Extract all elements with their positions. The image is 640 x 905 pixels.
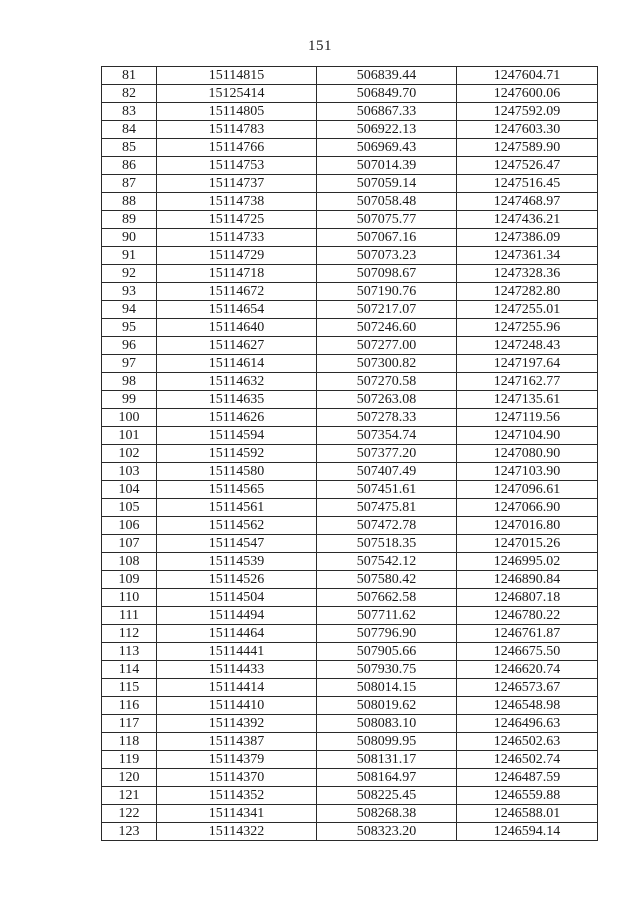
point-id-cell: 15114504	[157, 589, 317, 607]
x-coordinate-cell: 507098.67	[317, 265, 457, 283]
x-coordinate-cell: 508225.45	[317, 787, 457, 805]
point-number-cell: 90	[102, 229, 157, 247]
table-row	[102, 265, 598, 283]
point-id-cell: 15114592	[157, 445, 317, 463]
point-number-cell: 115	[102, 679, 157, 697]
point-id-cell: 15114494	[157, 607, 317, 625]
table-row	[102, 427, 598, 445]
x-coordinate-cell: 507711.62	[317, 607, 457, 625]
y-coordinate-cell: 1247248.43	[457, 337, 598, 355]
point-number-cell: 109	[102, 571, 157, 589]
point-number-cell: 113	[102, 643, 157, 661]
point-id-cell: 15114654	[157, 301, 317, 319]
point-number-cell: 82	[102, 85, 157, 103]
point-number-cell: 107	[102, 535, 157, 553]
x-coordinate-cell: 508019.62	[317, 697, 457, 715]
table-row	[102, 679, 598, 697]
y-coordinate-cell: 1246559.88	[457, 787, 598, 805]
point-number-cell: 88	[102, 193, 157, 211]
table-row	[102, 283, 598, 301]
y-coordinate-cell: 1246620.74	[457, 661, 598, 679]
point-id-cell: 15114441	[157, 643, 317, 661]
x-coordinate-cell: 507277.00	[317, 337, 457, 355]
coordinates-table-body	[102, 67, 598, 841]
y-coordinate-cell: 1247386.09	[457, 229, 598, 247]
y-coordinate-cell: 1247104.90	[457, 427, 598, 445]
y-coordinate-cell: 1247016.80	[457, 517, 598, 535]
y-coordinate-cell: 1246573.67	[457, 679, 598, 697]
point-id-cell: 15114729	[157, 247, 317, 265]
point-id-cell: 15114379	[157, 751, 317, 769]
point-number-cell: 108	[102, 553, 157, 571]
y-coordinate-cell: 1247255.01	[457, 301, 598, 319]
y-coordinate-cell: 1247516.45	[457, 175, 598, 193]
point-number-cell: 110	[102, 589, 157, 607]
point-number-cell: 87	[102, 175, 157, 193]
x-coordinate-cell: 507058.48	[317, 193, 457, 211]
x-coordinate-cell: 508014.15	[317, 679, 457, 697]
y-coordinate-cell: 1247436.21	[457, 211, 598, 229]
y-coordinate-cell: 1246761.87	[457, 625, 598, 643]
table-row	[102, 373, 598, 391]
x-coordinate-cell: 506922.13	[317, 121, 457, 139]
x-coordinate-cell: 507662.58	[317, 589, 457, 607]
point-number-cell: 114	[102, 661, 157, 679]
point-number-cell: 92	[102, 265, 157, 283]
table-row	[102, 463, 598, 481]
y-coordinate-cell: 1246502.63	[457, 733, 598, 751]
x-coordinate-cell: 507270.58	[317, 373, 457, 391]
y-coordinate-cell: 1246548.98	[457, 697, 598, 715]
table-row	[102, 589, 598, 607]
point-id-cell: 15114783	[157, 121, 317, 139]
x-coordinate-cell: 507278.33	[317, 409, 457, 427]
point-id-cell: 15114414	[157, 679, 317, 697]
table-row	[102, 535, 598, 553]
point-number-cell: 81	[102, 67, 157, 85]
point-id-cell: 15114672	[157, 283, 317, 301]
table-row	[102, 355, 598, 373]
point-id-cell: 15114539	[157, 553, 317, 571]
x-coordinate-cell: 508099.95	[317, 733, 457, 751]
point-id-cell: 15114594	[157, 427, 317, 445]
point-number-cell: 118	[102, 733, 157, 751]
table-row	[102, 409, 598, 427]
point-number-cell: 83	[102, 103, 157, 121]
point-number-cell: 85	[102, 139, 157, 157]
x-coordinate-cell: 507930.75	[317, 661, 457, 679]
table-row	[102, 805, 598, 823]
point-id-cell: 15125414	[157, 85, 317, 103]
x-coordinate-cell: 507407.49	[317, 463, 457, 481]
point-id-cell: 15114815	[157, 67, 317, 85]
point-id-cell: 15114753	[157, 157, 317, 175]
y-coordinate-cell: 1246780.22	[457, 607, 598, 625]
y-coordinate-cell: 1247600.06	[457, 85, 598, 103]
point-number-cell: 95	[102, 319, 157, 337]
point-id-cell: 15114614	[157, 355, 317, 373]
x-coordinate-cell: 506849.70	[317, 85, 457, 103]
x-coordinate-cell: 507300.82	[317, 355, 457, 373]
table-row	[102, 391, 598, 409]
table-row	[102, 157, 598, 175]
x-coordinate-cell: 508268.38	[317, 805, 457, 823]
table-row	[102, 499, 598, 517]
table-row	[102, 85, 598, 103]
x-coordinate-cell: 507067.16	[317, 229, 457, 247]
y-coordinate-cell: 1246496.63	[457, 715, 598, 733]
point-id-cell: 15114632	[157, 373, 317, 391]
x-coordinate-cell: 507190.76	[317, 283, 457, 301]
point-id-cell: 15114635	[157, 391, 317, 409]
y-coordinate-cell: 1247080.90	[457, 445, 598, 463]
y-coordinate-cell: 1247282.80	[457, 283, 598, 301]
point-number-cell: 84	[102, 121, 157, 139]
point-number-cell: 104	[102, 481, 157, 499]
point-id-cell: 15114627	[157, 337, 317, 355]
x-coordinate-cell: 508323.20	[317, 823, 457, 841]
point-number-cell: 99	[102, 391, 157, 409]
point-number-cell: 120	[102, 769, 157, 787]
x-coordinate-cell: 506839.44	[317, 67, 457, 85]
point-number-cell: 121	[102, 787, 157, 805]
point-number-cell: 89	[102, 211, 157, 229]
table-row	[102, 517, 598, 535]
point-id-cell: 15114562	[157, 517, 317, 535]
point-id-cell: 15114410	[157, 697, 317, 715]
y-coordinate-cell: 1247589.90	[457, 139, 598, 157]
x-coordinate-cell: 507472.78	[317, 517, 457, 535]
y-coordinate-cell: 1247361.34	[457, 247, 598, 265]
point-number-cell: 86	[102, 157, 157, 175]
table-row	[102, 553, 598, 571]
point-id-cell: 15114392	[157, 715, 317, 733]
point-id-cell: 15114805	[157, 103, 317, 121]
table-row	[102, 697, 598, 715]
y-coordinate-cell: 1246594.14	[457, 823, 598, 841]
point-number-cell: 101	[102, 427, 157, 445]
point-number-cell: 93	[102, 283, 157, 301]
x-coordinate-cell: 508164.97	[317, 769, 457, 787]
table-row	[102, 247, 598, 265]
table-row	[102, 67, 598, 85]
point-id-cell: 15114733	[157, 229, 317, 247]
x-coordinate-cell: 507014.39	[317, 157, 457, 175]
y-coordinate-cell: 1246487.59	[457, 769, 598, 787]
table-row	[102, 301, 598, 319]
point-number-cell: 100	[102, 409, 157, 427]
point-id-cell: 15114464	[157, 625, 317, 643]
point-number-cell: 112	[102, 625, 157, 643]
point-id-cell: 15114547	[157, 535, 317, 553]
table-row	[102, 625, 598, 643]
y-coordinate-cell: 1247135.61	[457, 391, 598, 409]
x-coordinate-cell: 506867.33	[317, 103, 457, 121]
table-row	[102, 337, 598, 355]
y-coordinate-cell: 1246675.50	[457, 643, 598, 661]
y-coordinate-cell: 1247162.77	[457, 373, 598, 391]
table-row	[102, 481, 598, 499]
point-id-cell: 15114626	[157, 409, 317, 427]
point-id-cell: 15114387	[157, 733, 317, 751]
x-coordinate-cell: 507217.07	[317, 301, 457, 319]
point-number-cell: 102	[102, 445, 157, 463]
point-number-cell: 98	[102, 373, 157, 391]
point-number-cell: 96	[102, 337, 157, 355]
point-id-cell: 15114352	[157, 787, 317, 805]
point-id-cell: 15114737	[157, 175, 317, 193]
table-row	[102, 175, 598, 193]
point-id-cell: 15114322	[157, 823, 317, 841]
x-coordinate-cell: 507905.66	[317, 643, 457, 661]
y-coordinate-cell: 1247592.09	[457, 103, 598, 121]
table-row	[102, 211, 598, 229]
point-id-cell: 15114370	[157, 769, 317, 787]
table-row	[102, 733, 598, 751]
y-coordinate-cell: 1247255.96	[457, 319, 598, 337]
x-coordinate-cell: 507377.20	[317, 445, 457, 463]
x-coordinate-cell: 507518.35	[317, 535, 457, 553]
y-coordinate-cell: 1247066.90	[457, 499, 598, 517]
table-row	[102, 769, 598, 787]
table-row	[102, 607, 598, 625]
x-coordinate-cell: 507073.23	[317, 247, 457, 265]
point-id-cell: 15114725	[157, 211, 317, 229]
coordinates-table	[101, 66, 598, 841]
table-row	[102, 319, 598, 337]
table-row	[102, 823, 598, 841]
point-number-cell: 94	[102, 301, 157, 319]
point-id-cell: 15114766	[157, 139, 317, 157]
y-coordinate-cell: 1247604.71	[457, 67, 598, 85]
point-id-cell: 15114580	[157, 463, 317, 481]
point-number-cell: 106	[102, 517, 157, 535]
point-id-cell: 15114565	[157, 481, 317, 499]
table-row	[102, 139, 598, 157]
point-number-cell: 117	[102, 715, 157, 733]
point-number-cell: 116	[102, 697, 157, 715]
point-id-cell: 15114718	[157, 265, 317, 283]
point-number-cell: 91	[102, 247, 157, 265]
x-coordinate-cell: 507263.08	[317, 391, 457, 409]
x-coordinate-cell: 507796.90	[317, 625, 457, 643]
y-coordinate-cell: 1246588.01	[457, 805, 598, 823]
point-number-cell: 103	[102, 463, 157, 481]
y-coordinate-cell: 1247468.97	[457, 193, 598, 211]
x-coordinate-cell: 507580.42	[317, 571, 457, 589]
x-coordinate-cell: 506969.43	[317, 139, 457, 157]
point-number-cell: 122	[102, 805, 157, 823]
y-coordinate-cell: 1246807.18	[457, 589, 598, 607]
y-coordinate-cell: 1247119.56	[457, 409, 598, 427]
point-number-cell: 97	[102, 355, 157, 373]
table-row	[102, 715, 598, 733]
table-row	[102, 193, 598, 211]
x-coordinate-cell: 508131.17	[317, 751, 457, 769]
point-number-cell: 111	[102, 607, 157, 625]
y-coordinate-cell: 1247096.61	[457, 481, 598, 499]
table-row	[102, 571, 598, 589]
table-row	[102, 229, 598, 247]
point-id-cell: 15114738	[157, 193, 317, 211]
table-row	[102, 787, 598, 805]
point-id-cell: 15114433	[157, 661, 317, 679]
y-coordinate-cell: 1247526.47	[457, 157, 598, 175]
y-coordinate-cell: 1247197.64	[457, 355, 598, 373]
x-coordinate-cell: 507451.61	[317, 481, 457, 499]
y-coordinate-cell: 1246995.02	[457, 553, 598, 571]
table-row	[102, 103, 598, 121]
x-coordinate-cell: 507059.14	[317, 175, 457, 193]
x-coordinate-cell: 507075.77	[317, 211, 457, 229]
point-number-cell: 119	[102, 751, 157, 769]
point-id-cell: 15114526	[157, 571, 317, 589]
page-number: 151	[308, 38, 332, 54]
point-id-cell: 15114561	[157, 499, 317, 517]
table-row	[102, 445, 598, 463]
point-number-cell: 105	[102, 499, 157, 517]
x-coordinate-cell: 507542.12	[317, 553, 457, 571]
y-coordinate-cell: 1247603.30	[457, 121, 598, 139]
y-coordinate-cell: 1247328.36	[457, 265, 598, 283]
y-coordinate-cell: 1247015.26	[457, 535, 598, 553]
table-row	[102, 121, 598, 139]
table-row	[102, 643, 598, 661]
table-row	[102, 661, 598, 679]
table-row	[102, 751, 598, 769]
point-id-cell: 15114341	[157, 805, 317, 823]
y-coordinate-cell: 1247103.90	[457, 463, 598, 481]
y-coordinate-cell: 1246890.84	[457, 571, 598, 589]
x-coordinate-cell: 507354.74	[317, 427, 457, 445]
point-number-cell: 123	[102, 823, 157, 841]
x-coordinate-cell: 507246.60	[317, 319, 457, 337]
x-coordinate-cell: 507475.81	[317, 499, 457, 517]
point-id-cell: 15114640	[157, 319, 317, 337]
y-coordinate-cell: 1246502.74	[457, 751, 598, 769]
x-coordinate-cell: 508083.10	[317, 715, 457, 733]
